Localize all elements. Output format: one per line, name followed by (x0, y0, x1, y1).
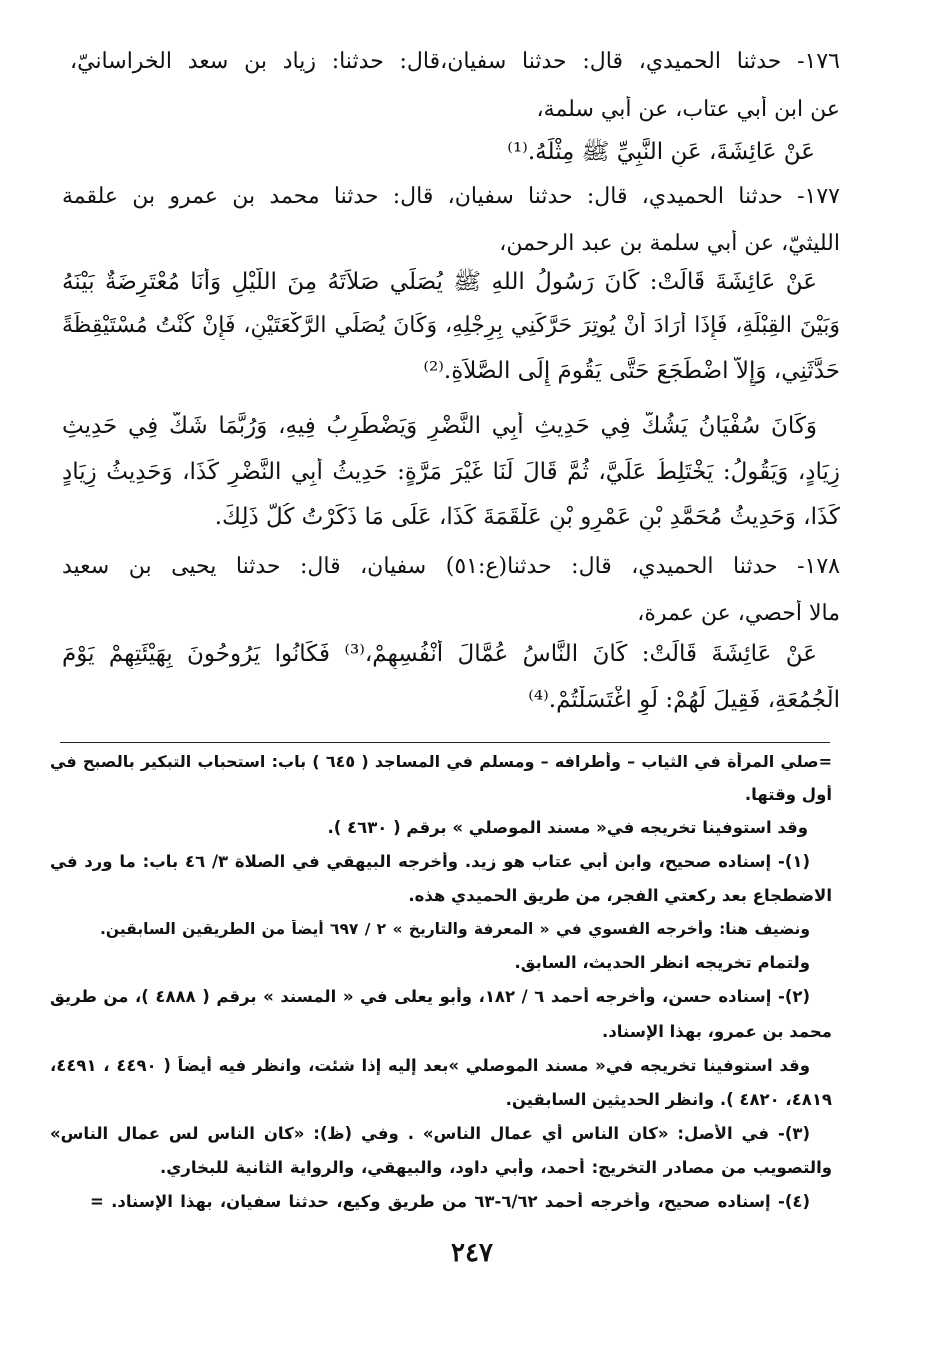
hadith-177-text-line-3: حَدَّثَنِي، وَإِلاَّ اضْطَجَعَ حَتَّى يَقُومَ إِلَى الصَّلاَةِ.⁽²⁾ (423, 358, 840, 384)
hadith-177-text-line-1: عَنْ عَائِشَةَ قَالَتْ: كَانَ رَسُولُ اللهِ ﷺ يُصَلِّي صَلاَتَهُ مِنَ اللَّيْلِ وَأَنَا مُعْتَرِضَةٌ بَيْنَهُ (62, 269, 817, 295)
footnote-2: (٢)- إسناده حسن، وأخرجه أحمد ٦ / ١٨٢، وأبو يعلى في « المسند » برقم ( ٤٨٨٨ )، من طريق (50, 987, 810, 1006)
hadith-176-chain: عن ابن أبي عتاب، عن أبي سلمة، (536, 97, 840, 122)
hadith-177-header: ١٧٧- حدثنا الحميدي، قال: حدثنا سفيان، قال: حدثنا محمد بن عمرو بن علقمة (62, 184, 840, 209)
footnote-line: الاضطجاع بعد ركعتي الفجر، من طريق الحميدي هذه. (408, 886, 832, 905)
footnote-line: وقد استوفينا تخريجه في« مسند الموصلي » برقم ( ٤٦٣٠ ). (327, 818, 808, 837)
footnote-line: ونضيف هنا: وأخرجه الفسوي في « المعرفة والتاريخ » ٢ / ٦٩٧ أيضاً من الطريقين السابقين. (100, 920, 810, 938)
footnote-1: (١)- إسناده صحيح، وابن أبي عتاب هو زيد. وأخرجه البيهقي في الصلاة ٣/ ٤٦ باب: ما ورد في (50, 852, 810, 871)
footnote-line: ٤٨١٩، ٤٨٢٠ ). وانظر الحديثين السابقين. (505, 1090, 832, 1109)
footnote-line: =صلي المرأة في الثياب – وأطرافه – ومسلم في المساجد ( ٦٤٥ ) باب: استحباب التبكير بالصبح في (50, 752, 832, 771)
footnote-3: (٣)- في الأصل: «كان الناس أي عمال الناس» . وفي (ظ): «كان الناس لس عمال الناس» (50, 1124, 810, 1143)
footnote-line: والتصويب من مصادر التخريج: أحمد، وأبي داود، والبيهقي، والرواية الثانية للبخاري. (160, 1158, 832, 1177)
page-number: ٢٤٧ (451, 1238, 493, 1268)
hadith-177-chain: الليثيّ، عن أبي سلمة بن عبد الرحمن، (499, 231, 840, 256)
hadith-176-text: عَنْ عَائِشَةَ، عَنِ النَّبِيِّ ﷺ مِثْلَهُ.⁽¹⁾ (507, 139, 815, 165)
footnote-line: محمد بن عمرو، بهذا الإسناد. (602, 1022, 832, 1041)
hadith-177-note-line-3: كَذَا، وَحَدِيثُ مُحَمَّدِ بْنِ عَمْرِو بْنِ عَلْقَمَةَ كَذَا، عَلَى مَا ذَكَرْتُ كُلَّ ذَلِكَ. (214, 504, 840, 530)
hadith-177-note-line-2: زِيَادٍ، وَيَقُولُ: يَخْتَلِطُ عَلَيَّ، ثُمَّ قَالَ لَنَا غَيْرَ مَرَّةٍ: حَدِيثُ أَبِي النَّضْرِ كَذَا، وَحَدِيثُ زِيَادٍ (62, 459, 840, 485)
hadith-178-text-line-1: عَنْ عَائِشَةَ قَالَتْ: كَانَ النَّاسُ عُمَّالَ أَنْفُسِهِمْ،⁽³⁾ فَكَانُوا يَرُوحُونَ بِهَيْئَتِهِمْ يَوْمَ (62, 641, 817, 667)
hadith-176-header: ١٧٦- حدثنا الحميدي، قال: حدثنا سفيان،قال: حدثنا: زياد بن سعد الخراسانيّ، (70, 49, 840, 74)
footnote-4: (٤)- إسناده صحيح، وأخرجه أحمد ٦/٦٢-٦٣ من طريق وكيع، حدثنا سفيان، بهذا الإسناد. = (90, 1192, 810, 1211)
hadith-178-text-line-2: الْجُمُعَةِ، فَقِيلَ لَهُمْ: لَوِ اغْتَسَلْتُمْ.⁽⁴⁾ (528, 687, 840, 713)
footnote-line: ولتمام تخريجه انظر الحديث، السابق. (514, 953, 810, 972)
hadith-177-note-line-1: وَكَانَ سُفْيَانُ يَشُكُّ فِي حَدِيثِ أَبِي النَّضْرِ وَيَضْطَرِبُ فِيهِ، وَرُبَّمَا شَكَّ فِي حَدِيثِ (62, 413, 817, 439)
hadith-178-header: ١٧٨- حدثنا الحميدي، قال: حدثنا(ع:٥١) سفيان، قال: حدثنا يحيى بن سعيد (62, 554, 840, 579)
footnote-line: وقد استوفينا تخريجه في« مسند الموصلي »بعد إليه إذا شئت، وانظر فيه أيضاً ( ٤٤٩٠ ، ٤٤٩١، (50, 1056, 810, 1075)
hadith-177-text-line-2: وَبَيْنَ القِبْلَةِ، فَإِذَا أَرَادَ أَنْ يُوتِرَ حَرَّكَنِي بِرِجْلِهِ، وَكَانَ يُصَلِّي الرَّكْعَتَيْنِ، فَإِنْ كُنْتُ مُسْتَيْقِظَةً (62, 313, 840, 338)
footnote-divider (60, 742, 830, 743)
footnote-line: أول وقتها. (744, 785, 832, 804)
hadith-178-chain: مالا أحصي، عن عمرة، (637, 601, 840, 626)
